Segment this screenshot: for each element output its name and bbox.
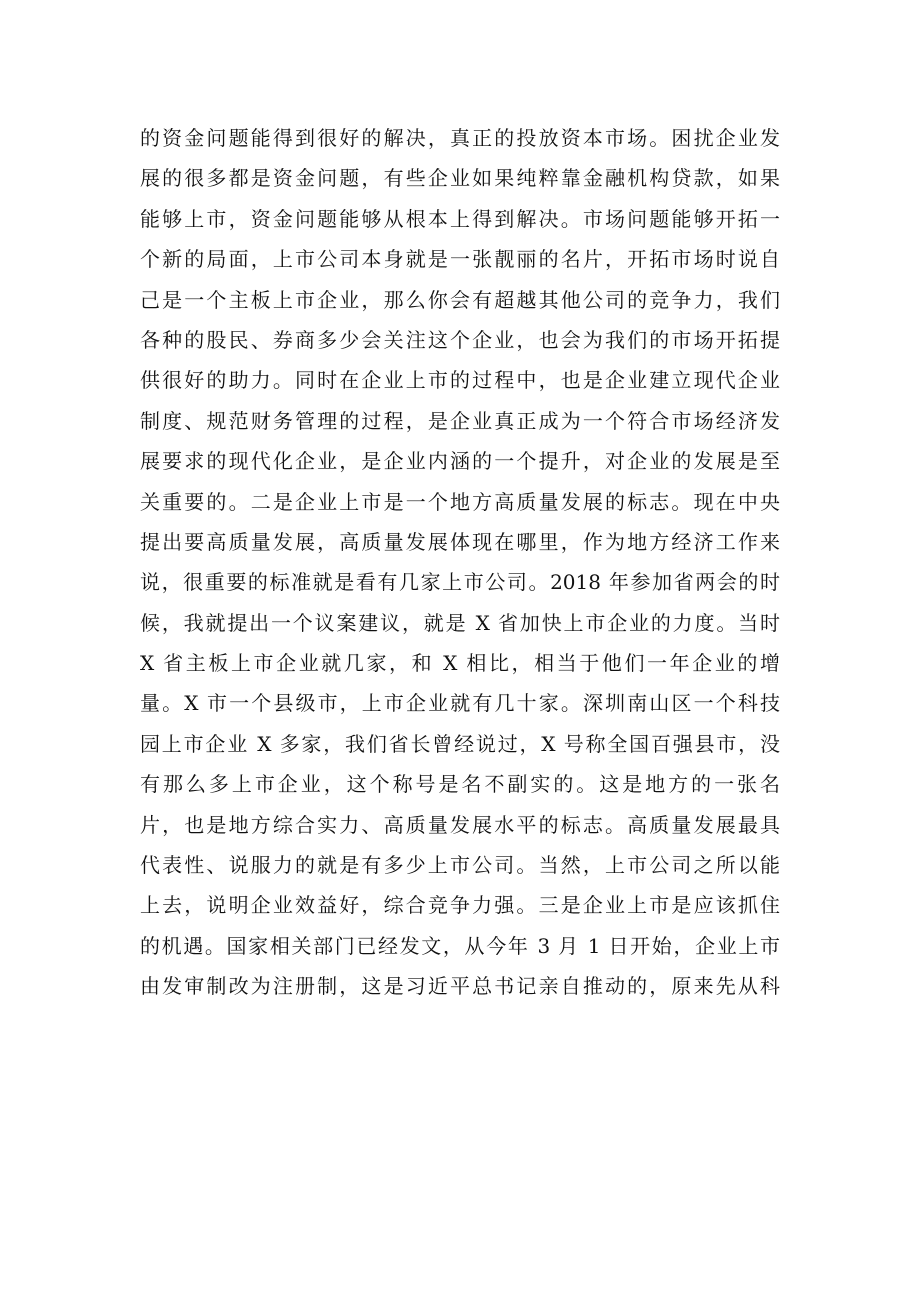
text-line-18: 片，也是地方综合实力、高质量发展水平的标志。高质量发展最具 — [140, 812, 780, 837]
text-line-20: 上去，说明企业效益好，综合竞争力强。三是企业上市是应该抓住 — [140, 893, 780, 918]
text-line-21: 的机遇。国家相关部门已经发文，从今年 3 月 1 日开始，企业上市 — [140, 933, 780, 958]
text-line-1: 的资金问题能得到很好的解决，真正的投放资本市场。困扰企业发 — [140, 126, 780, 150]
text-line-5: 己是一个主板上市企业，那么你会有超越其他公司的竞争力，我们 — [140, 287, 780, 312]
text-line-14: X 省主板上市企业就几家，和 X 相比，相当于他们一年企业的增 — [140, 651, 780, 676]
text-line-3: 能够上市，资金问题能够从根本上得到解决。市场问题能够开拓一 — [140, 206, 780, 231]
text-line-16: 园上市企业 X 多家，我们省长曾经说过，X 号称全国百强县市，没 — [140, 731, 780, 756]
text-line-11: 提出要高质量发展，高质量发展体现在哪里，作为地方经济工作来 — [140, 529, 780, 554]
body-paragraph — [140, 118, 780, 1007]
text-line-12: 说，很重要的标准就是看有几家上市公司。2018 年参加省两会的时 — [140, 570, 780, 595]
text-line-7: 供很好的助力。同时在企业上市的过程中，也是企业建立现代企业 — [140, 368, 780, 393]
text-line-19: 代表性、说服力的就是有多少上市公司。当然，上市公司之所以能 — [140, 853, 780, 878]
text-line-22: 由发审制改为注册制，这是习近平总书记亲自推动的，原来先从科 — [140, 974, 780, 999]
text-line-4: 个新的局面，上市公司本身就是一张靓丽的名片，开拓市场时说自 — [140, 247, 780, 272]
text-line-13: 候，我就提出一个议案建议，就是 X 省加快上市企业的力度。当时 — [140, 610, 780, 635]
text-line-10: 关重要的。二是企业上市是一个地方高质量发展的标志。现在中央 — [140, 489, 780, 514]
text-line-15: 量。X 市一个县级市，上市企业就有几十家。深圳南山区一个科技 — [140, 691, 780, 716]
text-line-2: 展的很多都是资金问题，有些企业如果纯粹靠金融机构贷款，如果 — [140, 166, 780, 191]
text-line-8: 制度、规范财务管理的过程，是企业真正成为一个符合市场经济发 — [140, 408, 780, 433]
text-line-6: 各种的股民、券商多少会关注这个企业，也会为我们的市场开拓提 — [140, 327, 780, 352]
text-line-17: 有那么多上市企业，这个称号是名不副实的。这是地方的一张名 — [140, 772, 780, 797]
text-line-9: 展要求的现代化企业，是企业内涵的一个提升，对企业的发展是至 — [140, 449, 780, 474]
